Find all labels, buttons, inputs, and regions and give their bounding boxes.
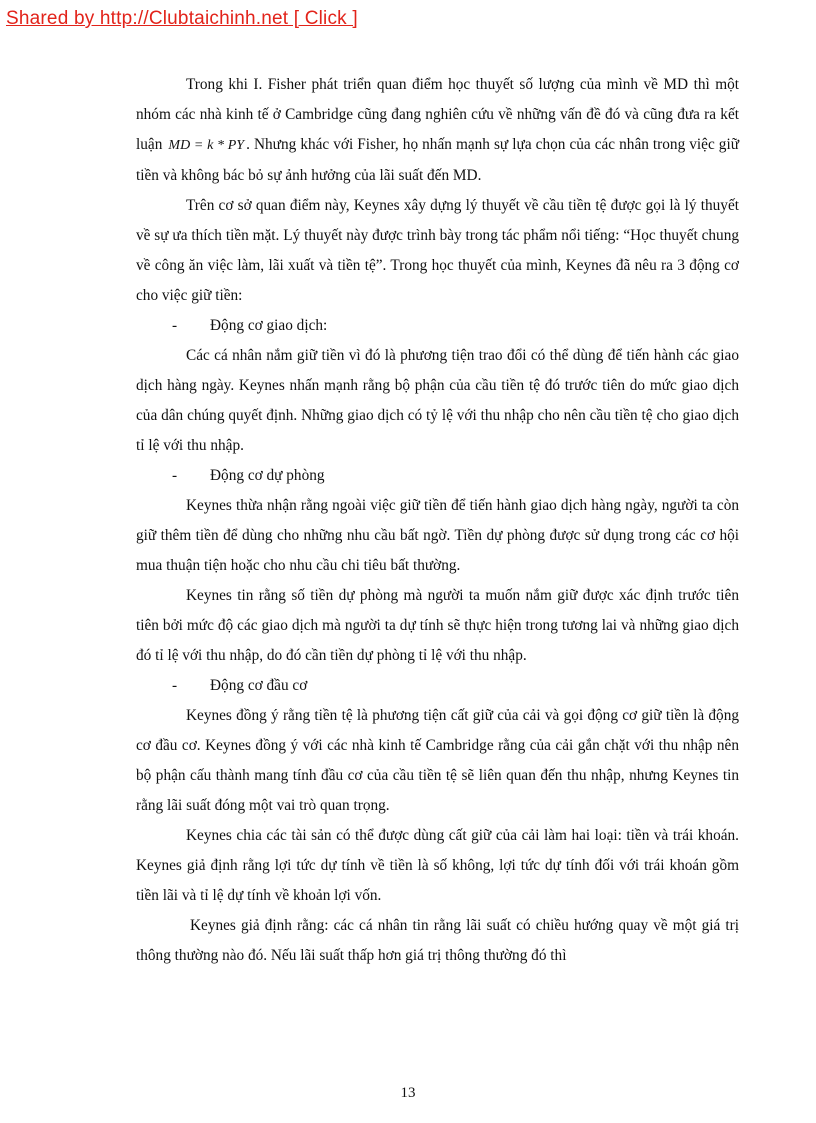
bullet-dash: - [172, 677, 178, 694]
bullet-label: Động cơ dự phòng [210, 467, 325, 484]
formula-md: MD = k * PY [168, 138, 245, 153]
paragraph-interest-rate: Keynes giả định rằng: các cá nhân tin rằng lãi suất có chiều hướng quay về một giá trị thông thường nào đó. Nếu lãi suất thấp hơn giá trị thông thường đó thì [136, 917, 739, 964]
paragraph-fisher-cambridge [136, 70, 739, 191]
bullet-precautionary-motive [136, 461, 739, 491]
paragraph-precautionary-income: Keynes tin rằng số tiền dự phòng mà người ta muốn nắm giữ được xác định trước tiên tiên bởi mức độ các giao dịch mà người ta dự tính sẽ thực hiện trong tương lai và những giao dịch đó tỉ lệ với thu nhập, do đó cần tiền dự phòng tỉ lệ với thu nhập. [136, 587, 739, 664]
bullet-speculative-motive [136, 671, 739, 701]
bullet-label: Động cơ đầu cơ [210, 677, 308, 694]
bullet-dash: - [172, 317, 178, 334]
paragraph-fisher-cambridge-part1: Trong khi I. Fisher phát triển quan điểm học thuyết số lượng của mình về MD thì một nhóm các nhà kinh tế ở Cambridge cũng đang nghiên cứu về những vấn đề đó và cũng đưa ra kết luận [136, 76, 739, 153]
paragraph-fisher-cambridge-part2: . Nhưng khác với Fisher, họ nhấn mạnh sự lựa chọn của các nhân trong việc giữ tiền và không bác bỏ sự ảnh hưởng của lãi suất đến MD. [136, 136, 739, 184]
bullet-label: Động cơ giao dịch: [210, 317, 328, 334]
document-body [136, 70, 739, 971]
page-number: 13 [400, 1085, 416, 1101]
paragraph-transaction: Các cá nhân nắm giữ tiền vì đó là phương tiện trao đổi có thể dùng để tiến hành các giao dịch hàng ngày. Keynes nhấn mạnh rằng bộ phận của cầu tiền tệ đó trước tiên do mức giao dịch của dân chúng quyết định. Những giao dịch có tỷ lệ với thu nhập cho nên cầu tiền tệ cho giao dịch tỉ lệ với thu nhập. [136, 347, 739, 454]
paragraph-precautionary: Keynes thừa nhận rằng ngoài việc giữ tiền để tiến hành giao dịch hàng ngày, người ta còn giữ thêm tiền để dùng cho những nhu cầu bất ngờ. Tiền dự phòng được sử dụng trong các cơ hội mua thuận tiện hoặc cho nhu cầu chi tiêu bất thường. [136, 497, 739, 574]
watermark-link[interactable]: Shared by http://Clubtaichinh.net [ Click ] [6, 8, 358, 29]
paragraph-speculative: Keynes đồng ý rằng tiền tệ là phương tiện cất giữ của cải và gọi động cơ giữ tiền là động cơ đầu cơ. Keynes đồng ý với các nhà kinh tế Cambridge rằng của cải gắn chặt với thu nhập nên bộ phận cấu thành mang tính đầu cơ của cầu tiền tệ sẽ liên quan đến thu nhập, nhưng Keynes tin rằng lãi suất đóng một vai trò quan trọng. [136, 707, 739, 814]
paragraph-assets: Keynes chia các tài sản có thể được dùng cất giữ của cải làm hai loại: tiền và trái khoán. Keynes giả định rằng lợi tức dự tính về tiền là số không, lợi tức dự tính đối với trái khoán gồm tiền lãi và tỉ lệ dự tính về khoản lợi vốn. [136, 827, 739, 904]
paragraph-keynes-theory: Trên cơ sở quan điểm này, Keynes xây dựng lý thuyết về cầu tiền tệ được gọi là lý thuyết về sự ưa thích tiền mặt. Lý thuyết này được trình bày trong tác phẩm nổi tiếng: “Học thuyết chung về công ăn việc làm, lãi xuất và tiền tệ”. Trong học thuyết của mình, Keynes đã nêu ra 3 động cơ cho việc giữ tiền: [136, 197, 739, 304]
bullet-transaction-motive [136, 311, 739, 341]
bullet-dash: - [172, 467, 178, 484]
